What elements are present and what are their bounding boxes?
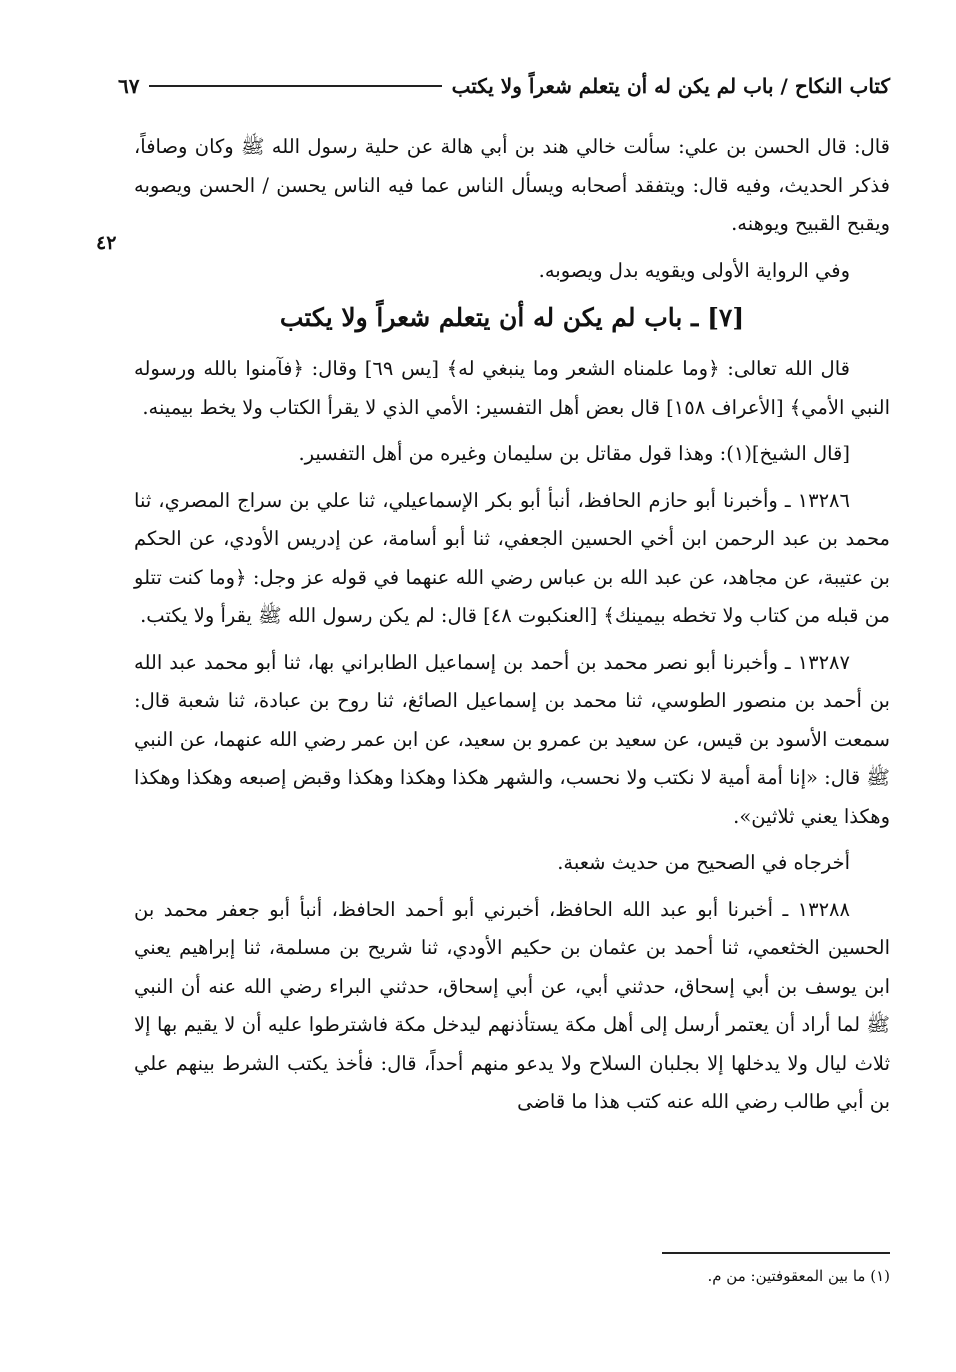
page-number: ٦٧ bbox=[118, 74, 140, 98]
paragraph-7: أخرجاه في الصحيح من حديث شعبة. bbox=[557, 851, 850, 874]
hadith-13288: ١٣٢٨٨ ـ أخبرنا أبو عبد الله الحافظ، أخبرني أبو أحمد الحافظ، أنبأ أبو جعفر محمد بن الحسين الخثعمي، ثنا أحمد بن عثمان بن حكيم الأودي، ثنا شريح بن مسلمة، ثنا إبراهيم يعني ابن يوسف بن أبي إسحاق، حدثني أبي، عن أبي إسحاق، حدثني البراء رضي الله عنه أن النبي ﷺ لما أراد أن يعتمر أرسل إلى أهل مكة يستأذنهم ليدخل مكة فاشترطوا عليه أن لا يقيم بها إلا ثلاث ليال ولا يدخلها إلا بجلبان السلاح ولا يدعو منهم أحداً، قال: فأخذ يكتب الشرط بينهم علي بن أبي طالب رضي الله عنه كتب هذا ما قاضى bbox=[134, 897, 890, 1113]
paragraph-4: [قال الشيخ](١): وهذا قول مقاتل بن سليمان وغيره من أهل التفسير. bbox=[298, 442, 850, 465]
paragraph-1: قال: قال الحسن بن علي: سألت خالي هند بن أبي هالة عن حلية رسول الله ﷺ وكان وصافاً، فذكر الحديث، وفيه قال: ويتفقد أصحابه ويسأل الناس عما فيه الناس يحسن / الحسن ويصوبه ويقبح القبيح ويوهنه. bbox=[134, 135, 890, 235]
footnote: (١) ما بين المعقوفتين: من م. bbox=[707, 1267, 890, 1285]
paragraph-2: وفي الرواية الأولى ويقويه بدل ويصوبه. bbox=[538, 258, 850, 282]
running-header bbox=[118, 68, 890, 104]
chapter-title: [٧] ـ باب لم يكن له أن يتعلم شعراً ولا يكتب bbox=[279, 303, 745, 332]
paragraph-3: قال الله تعالى: ﴿وما علمناه الشعر وما ينبغي له﴾ [يس ٦٩] وقال: ﴿فآمنوا بالله ورسوله النبي الأمي﴾ [الأعراف ١٥٨] قال بعض أهل التفسير: الأمي الذي لا يقرأ الكتاب ولا يخط بيمينه. bbox=[134, 357, 890, 419]
main-text bbox=[134, 128, 890, 1130]
hadith-13286: ١٣٢٨٦ ـ وأخبرنا أبو حازم الحافظ، أنبأ أبو بكر الإسماعيلي، ثنا علي بن سراج المصري، ثنا محمد بن عبد الرحمن ابن أخي الحسين الجعفي، ثنا أبو أسامة، عن إدريس الأودي، عن الحكم بن عتيبة، عن مجاهد، عن عبد الله بن عباس رضي الله عنهما في قوله عز وجل: ﴿وما كنت تتلو من قبله من كتاب ولا تخطه بيمينك﴾ [العنكبوت ٤٨] قال: لم يكن رسول الله ﷺ يقرأ ولا يكتب. bbox=[134, 488, 890, 627]
footnote-divider bbox=[662, 1252, 890, 1254]
margin-page-marker: ٤٢ bbox=[96, 232, 117, 254]
header-title: كتاب النكاح / باب لم يكن له أن يتعلم شعراً ولا يكتب bbox=[451, 74, 890, 98]
hadith-13287: ١٣٢٨٧ ـ وأخبرنا أبو نصر محمد بن أحمد بن إسماعيل الطابراني بها، ثنا أبو محمد عبد الله بن أحمد بن منصور الطوسي، ثنا محمد بن إسماعيل الصائغ، ثنا روح بن عبادة، ثنا شعبة قال: سمعت الأسود بن قيس، عن سعيد بن عمرو بن سعيد، عن ابن عمر رضي الله عنهما، عن النبي ﷺ قال: «إنا أمة أمية لا نكتب ولا نحسب، والشهر هكذا وهكذا وهكذا وقبض إصبعه وهكذا وهكذا وهكذا يعني ثلاثين». bbox=[134, 650, 890, 828]
header-rule bbox=[149, 85, 441, 87]
